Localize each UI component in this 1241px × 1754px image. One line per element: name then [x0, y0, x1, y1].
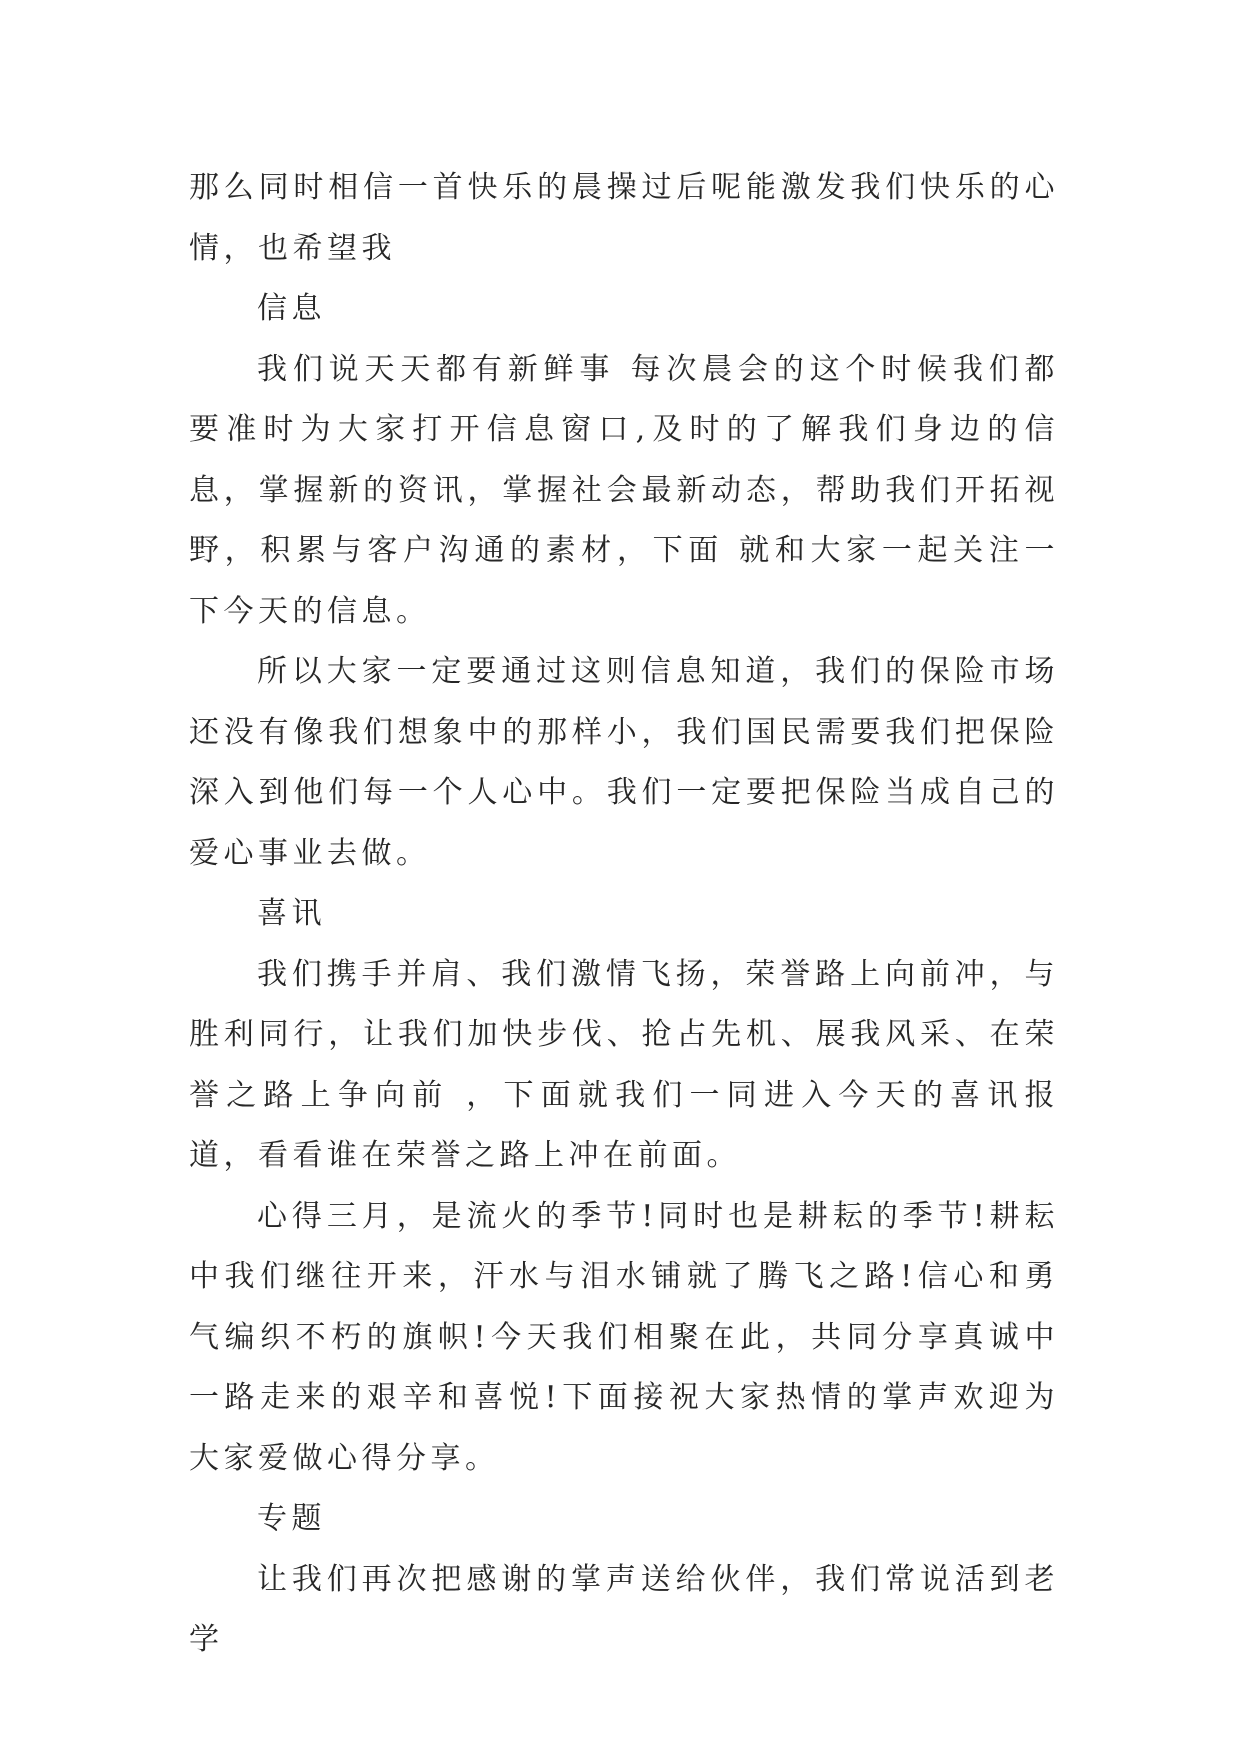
paragraph-info-intro: 我们说天天都有新鲜事 每次晨会的这个时候我们都要准时为大家打开信息窗口,及时的了解我们身边的信息，掌握新的资讯，掌握社会最新动态，帮助我们开拓视野，积累与客户沟通的素材，下面 就和大家一起关注一下今天的信息。 — [189, 351, 1059, 629]
section-heading-topic: 专题 — [257, 1501, 326, 1536]
document-page — [189, 158, 1059, 1671]
paragraph-good-news: 我们携手并肩、我们激情飞扬，荣誉路上向前冲，与胜利同行，让我们加快步伐、抢占先机、展我风采、在荣誉之路上争向前 ，下面就我们一同进入今天的喜讯报道，看看谁在荣誉之路上冲在前面。 — [189, 956, 1059, 1173]
paragraph-intro: 那么同时相信一首快乐的晨操过后呢能激发我们快乐的心情，也希望我 — [189, 170, 1059, 266]
paragraph-topic: 让我们再次把感谢的掌声送给伙伴，我们常说活到老学 — [189, 1561, 1059, 1657]
paragraph-info-summary: 所以大家一定要通过这则信息知道，我们的保险市场还没有像我们想象中的那样小，我们国民需要我们把保险深入到他们每一个人心中。我们一定要把保险当成自己的爱心事业去做。 — [189, 654, 1059, 871]
section-heading-good-news: 喜讯 — [257, 896, 326, 931]
paragraph-experience-sharing: 心得三月，是流火的季节!同时也是耕耘的季节!耕耘中我们继往开来，汗水与泪水铺就了腾飞之路!信心和勇气编织不朽的旗帜!今天我们相聚在此，共同分享真诚中一路走来的艰辛和喜悦!下面接祝大家热情的掌声欢迎为大家爱做心得分享。 — [189, 1198, 1059, 1476]
section-heading-info: 信息 — [257, 291, 326, 326]
